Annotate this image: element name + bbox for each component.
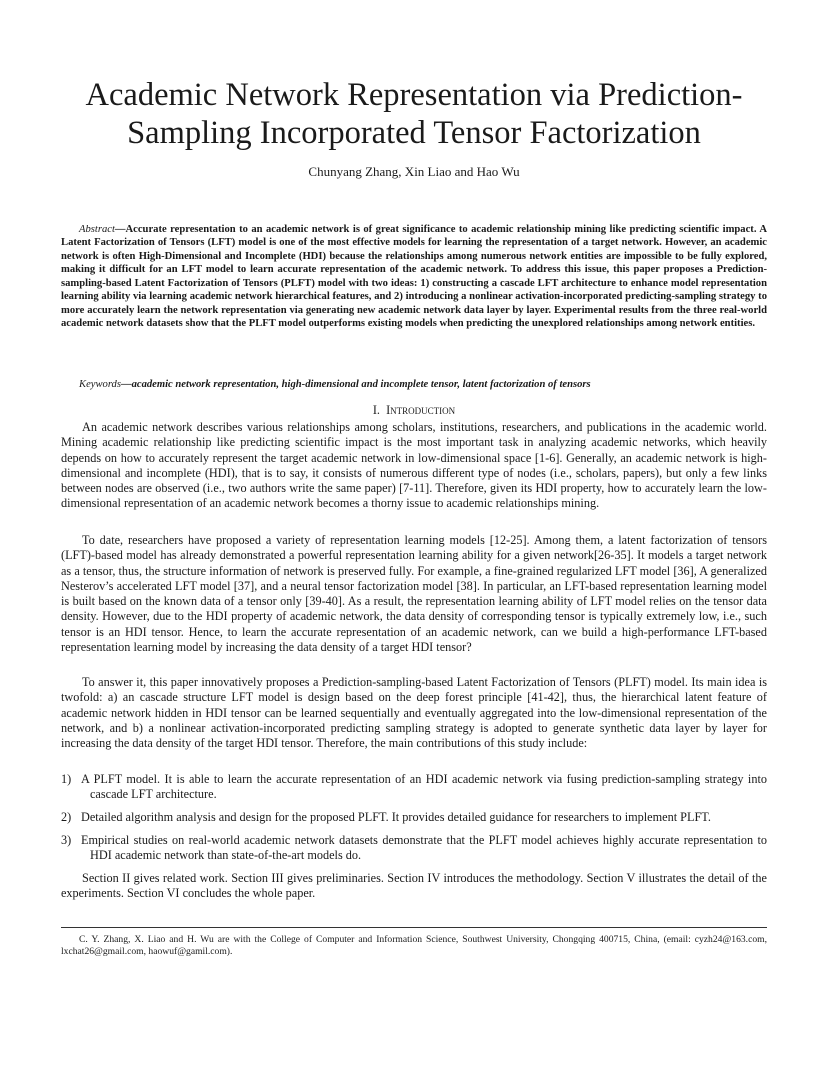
keywords <box>61 378 767 391</box>
list-number: 3) <box>61 833 72 847</box>
contribution-list-item <box>61 810 767 825</box>
author-list: Chunyang Zhang, Xin Liao and Hao Wu <box>308 164 520 179</box>
list-text: A PLFT model. It is able to learn the accurate representation of an HDI academic network via fusing prediction-sampling strategy into cascade LFT architecture. <box>81 772 767 802</box>
list-number: 2) <box>61 810 72 824</box>
section-heading-introduction <box>60 403 768 417</box>
intro-paragraph-4: Section II gives related work. Section III gives preliminaries. Section IV introduces the methodology. Section V illustrates the detail of the experiments. Section VI concludes the whole paper. <box>61 871 767 901</box>
contribution-list-item <box>61 772 767 803</box>
intro-paragraph-1: An academic network describes various relationships among scholars, institutions, researchers, and publications in the academic world. Mining academic relationship like predicting scientific impact is the most important task in analyzing academic networks, which heavily depends on how to accurately represent the target academic network in low-dimensional space [1-6]. Generally, an academic network is high-dimensional and incomplete (HDI), that is to say, it consists of numerous different type of nodes (i.e., scholars, papers), but only a few links between nodes are observed (i.e., two authors write the same paper) [7-11]. Therefore, given its HDI property, how to accurately learn the low-dimensional representation of an academic network becomes a thorny issue to academic relationships mining. <box>61 420 767 511</box>
intro-paragraph-3: To answer it, this paper innovatively proposes a Prediction-sampling-based Latent Factorization of Tensors (PLFT) model. Its main idea is twofold: a) an cascade structure LFT model is design based on the deep forest principle [41-42], thus, the hierarchical latent feature of academic network hidden in HDI tensor can be learned sequentially and eventually aggregated into the low-dimensional representation of the network, and b) a nonlinear activation-incorporated predicting sampling strategy is adopted to generate synthetic data layer by layer for increasing the data density of the target HDI tensor. Therefore, the main contributions of this study include: <box>61 675 767 751</box>
title-line-1: Academic Network Representation via Prediction- <box>85 77 743 113</box>
keywords-label: Keywords <box>79 379 121 390</box>
contribution-list-item <box>61 833 767 864</box>
footnote-divider <box>61 927 767 928</box>
author-affiliation-footnote: C. Y. Zhang, X. Liao and H. Wu are with the College of Computer and Information Science, Southwest University, Chongqing 400715, China, (email: cyzh24@163.com, lxchat26@gmail.com, haowuf@gamil.com). <box>61 934 767 957</box>
paper-title <box>60 76 768 152</box>
section-number: I. <box>372 403 380 417</box>
abstract <box>61 223 767 331</box>
keywords-text: —academic network representation, high-dimensional and incomplete tensor, latent factorization of tensors <box>120 379 591 390</box>
intro-paragraph-2: To date, researchers have proposed a variety of representation learning models [12-25]. Among them, a latent factorization of tensors (LFT)-based model has already demonstrated a powerful representation learning ability for a given network[26-35]. It models a target network as a tensor, thus, the structure information of network is preserved fully. For example, a fine-grained regularized LFT model [36], A generalized Nesterov’s accelerated LFT model [37], and a neural tensor factorization model [38]. In particular, an LFT-based representation learning model is built based on the known data of a tensor only [39-40]. As a result, the representation learning ability of LFT model relies on the tensor data density. However, due to the HDI property of academic network, the data density of corresponding tensor is typically extremely low, i.e., such tensor is an HDI tensor. Hence, to learn the accurate representation of an academic network, can we build a high-performance LFT-based representation learning model by increasing the data density of a target HDI tensor? <box>61 533 767 655</box>
section-title: Introduction <box>386 403 456 417</box>
list-number: 1) <box>61 772 72 786</box>
abstract-text: —Accurate representation to an academic network is of great significance to academic relationship mining like predicting scientific impact. A Latent Factorization of Tensors (LFT) model is one of the most effective models for learning the representation of a target network. However, an academic network is often High-Dimensional and Incomplete (HDI) because the relationships among numerous network entities are impossible to be fully explored, making it difficult for an LFT model to learn accurate representation of the academic network. To address this issue, this paper proposes a Prediction-sampling-based Latent Factorization of Tensors (PLFT) model with two ideas: 1) constructing a cascade LFT architecture to enhance model representation learning ability via learning academic network hierarchical features, and 2) introducing a nonlinear activation-incorporated predicting-sampling strategy to more accurately learn the network representation via generating new academic network data layer by layer. Experimental results from the three real-world academic network datasets show that the PLFT model outperforms existing models when predicting the unexplored relationships among network entities. <box>61 224 767 330</box>
title-line-2: Sampling Incorporated Tensor Factorization <box>127 115 701 151</box>
list-text: Detailed algorithm analysis and design for the proposed PLFT. It provides detailed guidance for researchers to implement PLFT. <box>81 810 711 824</box>
abstract-label: Abstract <box>79 224 115 235</box>
list-text: Empirical studies on real-world academic network datasets demonstrate that the PLFT model achieves highly accurate representation to HDI academic network than state-of-the-art models do. <box>81 833 767 863</box>
